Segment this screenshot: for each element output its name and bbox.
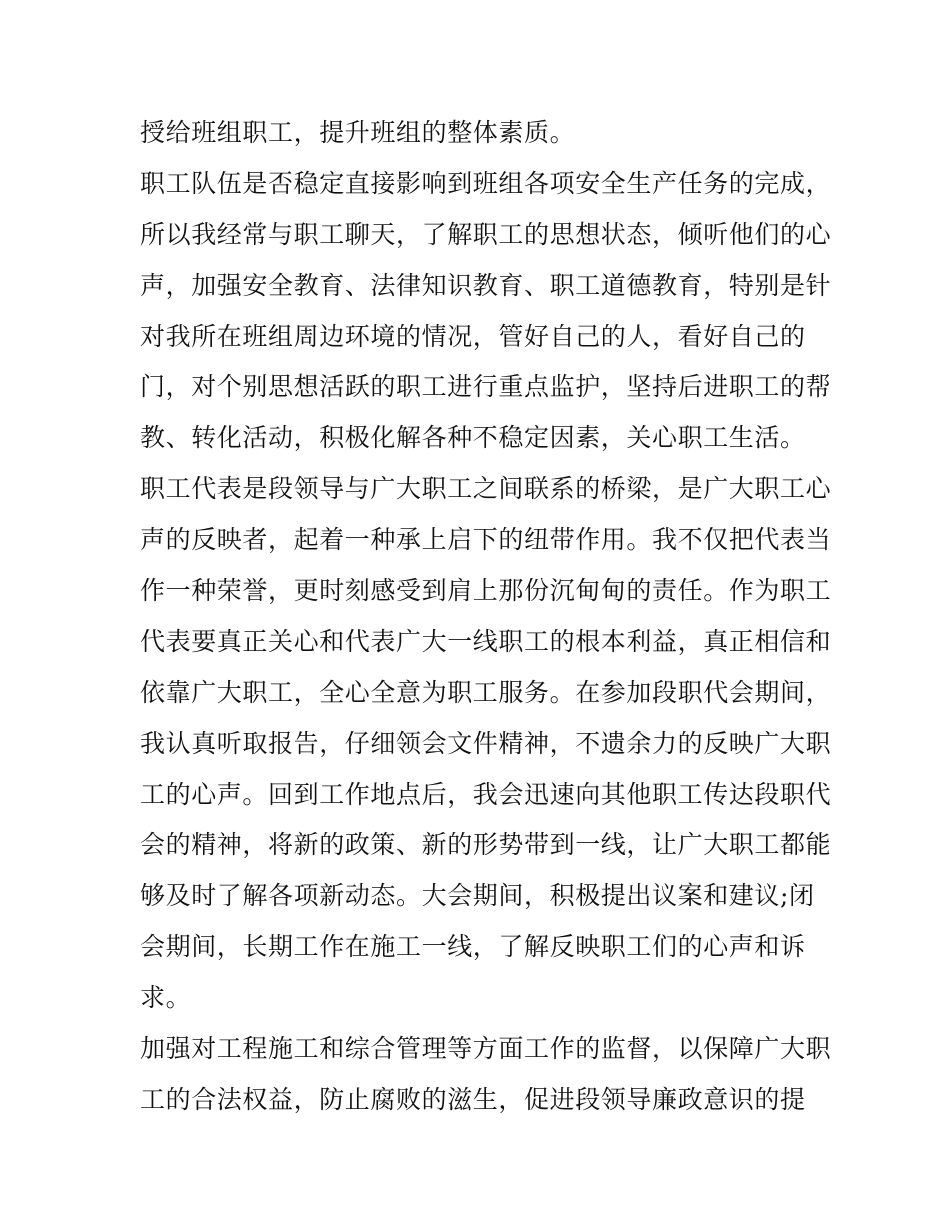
text-line: 代表要真正关心和代表广大一线职工的根本利益，真正相信和: [140, 626, 832, 656]
text-line: 教、转化活动，积极化解各种不稳定因素，关心职工生活。: [140, 423, 806, 453]
text-line: 所以我经常与职工聊天，了解职工的思想状态，倾听他们的心: [140, 219, 832, 249]
text-line: 声的反映者，起着一种承上启下的纽带作用。我不仅把代表当: [140, 525, 832, 555]
text-line: 够及时了解各项新动态。大会期间，积极提出议案和建议;闭: [140, 881, 815, 911]
text-line: 会期间，长期工作在施工一线，了解反映职工们的心声和诉: [140, 932, 806, 962]
text-line: 对我所在班组周边环境的情况，管好自己的人，看好自己的: [140, 321, 806, 351]
text-line: 我认真听取报告，仔细领会文件精神，不遗余力的反映广大职: [140, 728, 832, 758]
text-line: 职工队伍是否稳定直接影响到班组各项安全生产任务的完成，: [140, 168, 832, 198]
text-line: 加强对工程施工和综合管理等方面工作的监督，以保障广大职: [140, 1034, 832, 1064]
text-line: 声，加强安全教育、法律知识教育、职工道德教育，特别是针: [140, 270, 832, 300]
text-line: 依靠广大职工，全心全意为职工服务。在参加段职代会期间，: [140, 677, 832, 707]
text-line: 求。: [140, 983, 192, 1013]
text-line: 职工代表是段领导与广大职工之间联系的桥梁，是广大职工心: [140, 474, 832, 504]
text-line: 作一种荣誉，更时刻感受到肩上那份沉甸甸的责任。作为职工: [140, 576, 832, 606]
body-text: [140, 108, 832, 1126]
text-line: 门，对个别思想活跃的职工进行重点监护，坚持后进职工的帮: [140, 372, 832, 402]
text-line: 工的合法权益，防止腐败的滋生，促进段领导廉政意识的提: [140, 1084, 806, 1114]
text-line: 授给班组职工，提升班组的整体素质。: [140, 118, 576, 147]
text-line: 会的精神，将新的政策、新的形势带到一线，让广大职工都能: [140, 830, 832, 860]
text-line: 工的心声。回到工作地点后，我会迅速向其他职工传达段职代: [140, 779, 832, 809]
